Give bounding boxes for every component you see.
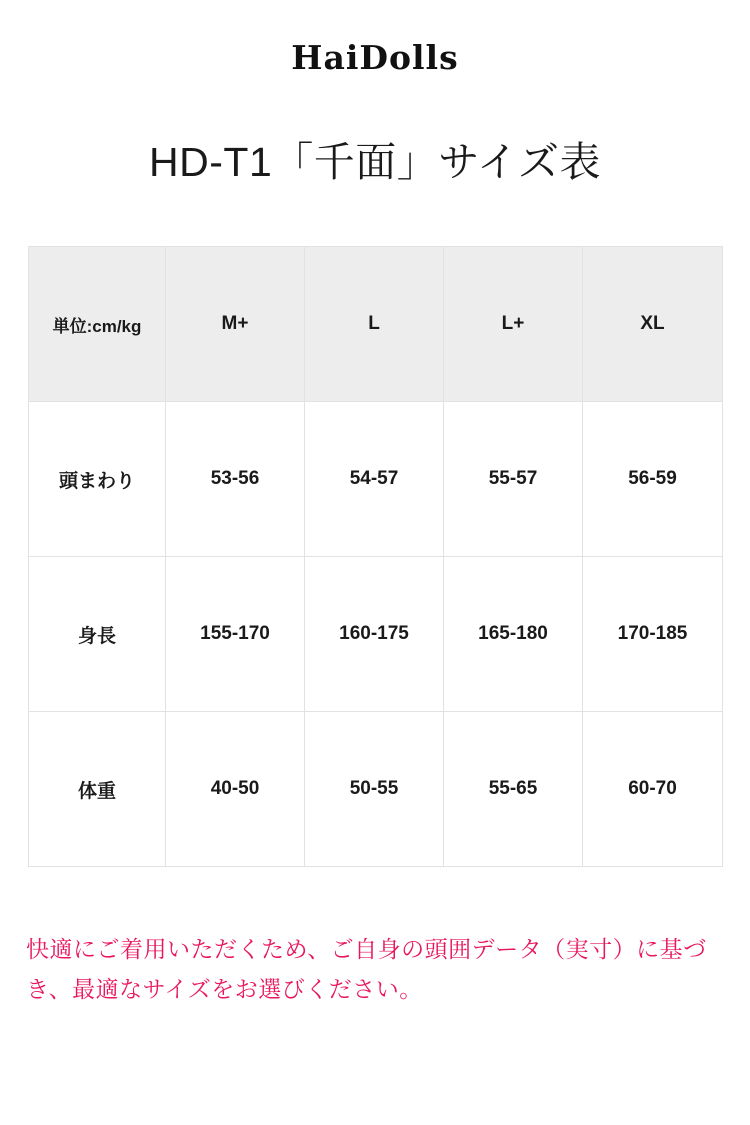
cell-head-l-plus: 55-57 bbox=[444, 402, 583, 557]
row-label-weight: 体重 bbox=[29, 712, 166, 867]
size-table-container bbox=[28, 246, 722, 867]
cell-head-m-plus: 53-56 bbox=[166, 402, 305, 557]
brand-logo: HaiDolls bbox=[291, 38, 459, 77]
column-header-l: L bbox=[305, 247, 444, 402]
row-label-height: 身長 bbox=[29, 557, 166, 712]
row-label-head-circumference: 頭まわり bbox=[29, 402, 166, 557]
sizing-note: 快適にご着用いただくため、ご自身の頭囲データ（実寸）に基づき、最適なサイズをお選びください。 bbox=[26, 936, 707, 1003]
cell-weight-xl: 60-70 bbox=[583, 712, 723, 867]
table-body bbox=[29, 402, 723, 867]
table-header-row bbox=[29, 247, 723, 402]
unit-label: 単位:cm/kg bbox=[29, 247, 166, 402]
cell-height-xl: 170-185 bbox=[583, 557, 723, 712]
page-title: HD-T1「千面」サイズ表 bbox=[149, 139, 601, 185]
table-row bbox=[29, 557, 723, 712]
cell-weight-l: 50-55 bbox=[305, 712, 444, 867]
table-row bbox=[29, 712, 723, 867]
column-header-xl: XL bbox=[583, 247, 723, 402]
cell-height-l: 160-175 bbox=[305, 557, 444, 712]
column-header-l-plus: L+ bbox=[444, 247, 583, 402]
cell-head-l: 54-57 bbox=[305, 402, 444, 557]
size-table bbox=[28, 246, 723, 867]
table-row bbox=[29, 402, 723, 557]
cell-height-m-plus: 155-170 bbox=[166, 557, 305, 712]
table-header bbox=[29, 247, 723, 402]
cell-weight-m-plus: 40-50 bbox=[166, 712, 305, 867]
cell-head-xl: 56-59 bbox=[583, 402, 723, 557]
cell-weight-l-plus: 55-65 bbox=[444, 712, 583, 867]
cell-height-l-plus: 165-180 bbox=[444, 557, 583, 712]
column-header-m-plus: M+ bbox=[166, 247, 305, 402]
